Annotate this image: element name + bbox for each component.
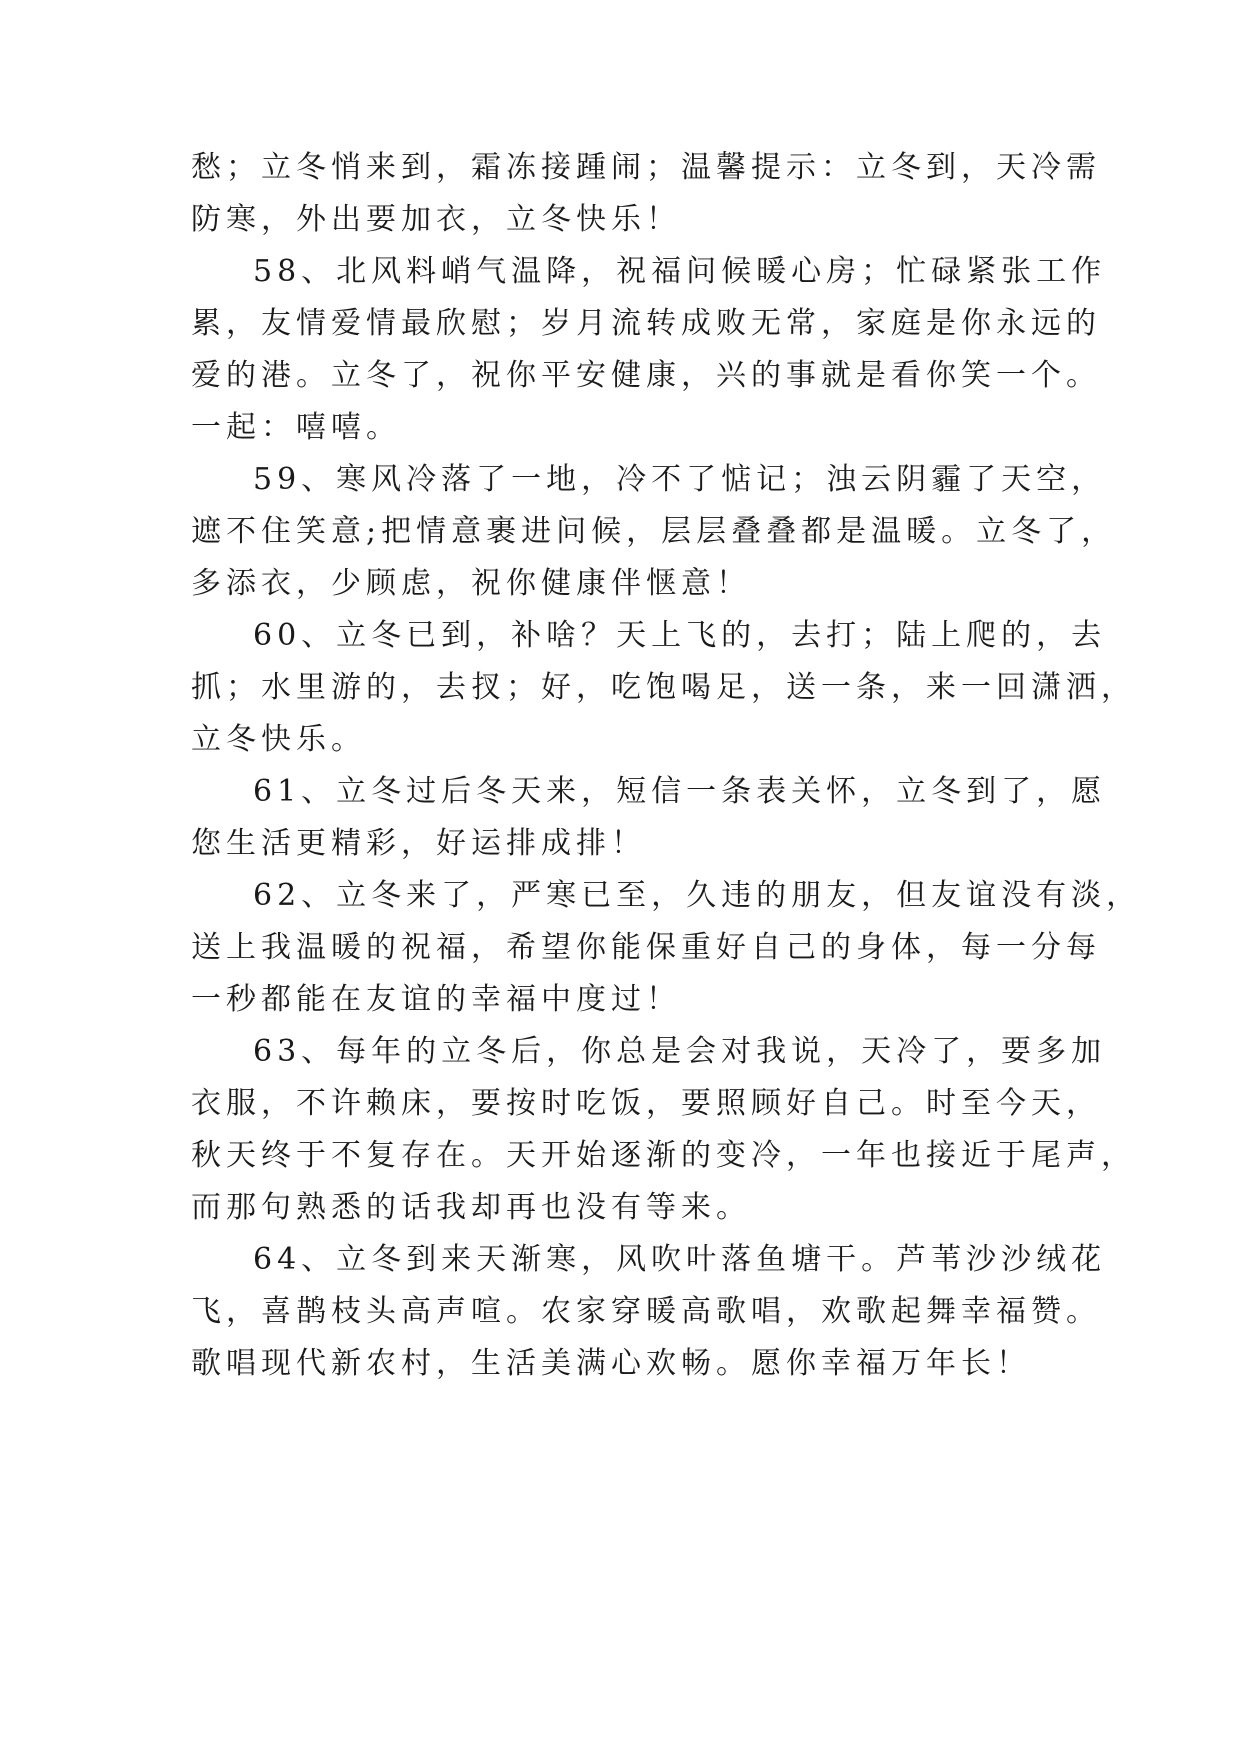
paragraph-58-line: 58、北风料峭气温降，祝福问候暖心房；忙碌紧张工作 [253,254,1107,289]
text-line: 抓；水里游的，去扠；好，吃饱喝足，送一条，来一回潇洒， [191,670,1136,705]
text-line: 立冬快乐。 [191,722,366,757]
text-line: 歌唱现代新农村，生活美满心欢畅。愿你幸福万年长！ [191,1346,1031,1381]
text-line: 而那句熟悉的话我却再也没有等来。 [191,1190,751,1225]
text-line: 防寒，外出要加衣，立冬快乐！ [191,202,681,237]
paragraph-60-line: 60、立冬已到，补啥？天上飞的，去打；陆上爬的，去 [253,618,1107,653]
text-line: 一起：嘻嘻。 [191,410,401,445]
text-line: 秋天终于不复存在。天开始逐渐的变冷，一年也接近于尾声， [191,1138,1136,1173]
paragraph-62-line: 62、立冬来了，严寒已至，久违的朋友，但友谊没有淡， [253,878,1142,913]
paragraph-64-line: 64、立冬到来天渐寒，风吹叶落鱼塘干。芦苇沙沙绒花 [253,1242,1107,1277]
text-line: 一秒都能在友谊的幸福中度过！ [191,982,681,1017]
text-line: 送上我温暖的祝福，希望你能保重好自己的身体，每一分每 [191,930,1101,965]
paragraph-59-line: 59、寒风冷落了一地，冷不了惦记；浊云阴霾了天空， [253,462,1107,497]
paragraph-61-line: 61、立冬过后冬天来，短信一条表关怀，立冬到了，愿 [253,774,1107,809]
text-line: 衣服，不许赖床，要按时吃饭，要照顾好自己。时至今天， [191,1086,1101,1121]
text-line: 飞，喜鹊枝头高声喧。农家穿暖高歌唱，欢歌起舞幸福赞。 [191,1294,1101,1329]
text-line: 遮不住笑意;把情意裹进问候，层层叠叠都是温暖。立冬了， [191,514,1117,549]
text-line: 您生活更精彩，好运排成排！ [191,826,646,861]
text-line: 累，友情爱情最欣慰；岁月流转成败无常，家庭是你永远的 [191,306,1101,341]
text-line: 爱的港。立冬了，祝你平安健康，兴的事就是看你笑一个。 [191,358,1101,393]
paragraph-63-line: 63、每年的立冬后，你总是会对我说，天冷了，要多加 [253,1034,1107,1069]
text-line: 愁；立冬悄来到，霜冻接踵闹；温馨提示：立冬到，天冷需 [191,150,1101,185]
text-line: 多添衣，少顾虑，祝你健康伴惬意！ [191,566,751,601]
